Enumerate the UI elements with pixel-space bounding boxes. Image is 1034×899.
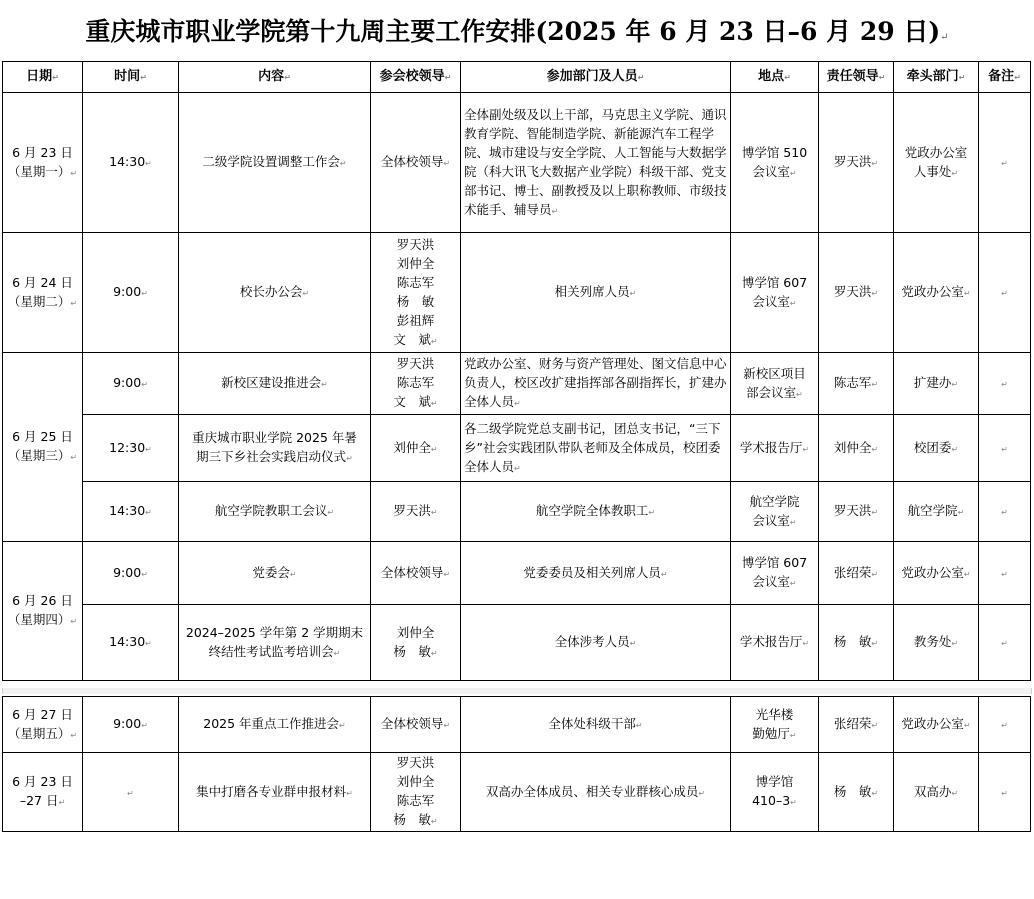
paragraph-mark-icon: ↵ xyxy=(629,639,637,648)
paragraph-mark-icon: ↵ xyxy=(963,721,971,730)
participants-cell: 党委委员及相关列席人员↵ xyxy=(461,542,731,605)
paragraph-mark-icon: ↵ xyxy=(1001,508,1008,517)
paragraph-mark-icon: ↵ xyxy=(141,289,148,298)
paragraph-mark-icon: ↵ xyxy=(871,444,879,454)
paragraph-mark-icon: ↵ xyxy=(551,206,559,216)
paragraph-mark-icon: ↵ xyxy=(145,159,152,168)
leaders-cell: 刘仲全 杨 敏↵ xyxy=(371,605,461,681)
paragraph-mark-icon: ↵ xyxy=(443,569,451,579)
paragraph-mark-icon: ↵ xyxy=(70,453,78,462)
paragraph-mark-icon: ↵ xyxy=(346,788,353,798)
place-cell: 学术报告厅↵ xyxy=(731,605,819,681)
schedule-table-continued xyxy=(2,696,1031,832)
paragraph-mark-icon: ↵ xyxy=(1001,569,1008,579)
paragraph-mark-icon: ↵ xyxy=(790,798,797,807)
note-cell xyxy=(979,605,1031,681)
header-lead-dept: 牵头部门↵ xyxy=(894,62,979,93)
paragraph-mark-icon: ↵ xyxy=(430,648,438,658)
paragraph-mark-icon: ↵ xyxy=(951,639,959,648)
paragraph-mark-icon: ↵ xyxy=(70,298,78,308)
paragraph-mark-icon: ↵ xyxy=(514,399,521,408)
paragraph-mark-icon: ↵ xyxy=(145,444,152,454)
lead-dept-cell: 扩建办↵ xyxy=(894,353,979,415)
place-cell: 航空学院 会议室↵ xyxy=(731,482,819,542)
content-cell: 新校区建设推进会↵ xyxy=(179,353,371,415)
time-cell: 14:30↵ xyxy=(83,605,179,681)
paragraph-mark-icon: ↵ xyxy=(321,380,328,389)
table-row xyxy=(3,233,1031,353)
paragraph-mark-icon: ↵ xyxy=(635,721,643,730)
paragraph-mark-icon: ↵ xyxy=(284,73,291,82)
responsible-cell: 杨 敏↵ xyxy=(819,605,894,681)
participants-cell: 党政办公室、财务与资产管理处、图文信息中心负责人，校区改扩建指挥部各副指挥长，扩建办全体人员↵ xyxy=(461,353,731,415)
date-cell: 6 月 27 日 （星期五）↵ xyxy=(3,697,83,753)
paragraph-mark-icon: ↵ xyxy=(127,788,134,798)
paragraph-mark-icon: ↵ xyxy=(339,159,347,168)
paragraph-mark-icon: ↵ xyxy=(951,444,959,454)
lead-dept-cell: 党政办公室↵ xyxy=(894,233,979,353)
paragraph-mark-icon: ↵ xyxy=(52,73,59,82)
paragraph-mark-icon: ↵ xyxy=(141,721,148,730)
paragraph-mark-icon: ↵ xyxy=(871,289,879,298)
paragraph-mark-icon: ↵ xyxy=(963,569,971,579)
place-cell: 学术报告厅↵ xyxy=(731,415,819,482)
time-cell: 14:30↵ xyxy=(83,482,179,542)
table-row xyxy=(3,542,1031,605)
date-cell: 6 月 24 日 （星期二）↵ xyxy=(3,233,83,353)
paragraph-mark-icon: ↵ xyxy=(302,289,310,298)
time-cell: 9:00↵ xyxy=(83,353,179,415)
table-row xyxy=(3,93,1031,233)
note-cell xyxy=(979,233,1031,353)
table-header-row xyxy=(3,62,1031,93)
paragraph-mark-icon: ↵ xyxy=(514,463,521,473)
leaders-cell: 全体校领导↵ xyxy=(371,542,461,605)
participants-cell: 全体副处级及以上干部，马克思主义学院、通识教育学院、智能制造学院、新能源汽车工程学院、城市建设与安全学院、人工智能与大数据学院（科大讯飞大数据产业学院）科级干部、党支部书记、博士、副教授及以上职称教师、市级技术能手、辅导员↵ xyxy=(461,93,731,233)
paragraph-mark-icon: ↵ xyxy=(637,73,645,82)
paragraph-mark-icon: ↵ xyxy=(1001,380,1008,389)
leaders-cell: 罗天洪 陈志军 文 斌↵ xyxy=(371,353,461,415)
leaders-cell: 刘仲全↵ xyxy=(371,415,461,482)
paragraph-mark-icon: ↵ xyxy=(629,289,637,298)
content-cell: 航空学院教职工会议↵ xyxy=(179,482,371,542)
responsible-cell: 刘仲全↵ xyxy=(819,415,894,482)
participants-cell: 全体涉考人员↵ xyxy=(461,605,731,681)
paragraph-mark-icon: ↵ xyxy=(58,798,66,807)
page-title xyxy=(0,12,1034,48)
note-cell xyxy=(979,353,1031,415)
paragraph-mark-icon: ↵ xyxy=(1014,73,1021,82)
participants-cell: 各二级学院党总支副书记，团总支书记，“三下乡”社会实践团队带队老师及全体成员，校团委全体人员↵ xyxy=(461,415,731,482)
paragraph-mark-icon: ↵ xyxy=(951,380,959,389)
lead-dept-cell: 校团委↵ xyxy=(894,415,979,482)
paragraph-mark-icon: ↵ xyxy=(871,380,879,389)
place-cell: 博学馆 607 会议室↵ xyxy=(731,542,819,605)
paragraph-mark-icon: ↵ xyxy=(339,721,346,730)
paragraph-mark-icon: ↵ xyxy=(1001,721,1008,730)
paragraph-mark-icon: ↵ xyxy=(430,508,438,517)
responsible-cell: 陈志军↵ xyxy=(819,353,894,415)
paragraph-mark-icon: ↵ xyxy=(327,508,335,517)
note-cell xyxy=(979,697,1031,753)
time-cell: 14:30↵ xyxy=(83,93,179,233)
paragraph-mark-icon: ↵ xyxy=(145,508,152,517)
paragraph-mark-icon: ↵ xyxy=(430,444,438,454)
lead-dept-cell: 党政办公室↵ xyxy=(894,697,979,753)
content-cell: 校长办公会↵ xyxy=(179,233,371,353)
note-cell xyxy=(979,753,1031,832)
header-note: 备注↵ xyxy=(979,62,1031,93)
paragraph-mark-icon: ↵ xyxy=(70,730,78,740)
paragraph-mark-icon: ↵ xyxy=(802,639,810,648)
lead-dept-cell: 教务处↵ xyxy=(894,605,979,681)
note-cell xyxy=(979,415,1031,482)
date-cell: 6 月 23 日 （星期一）↵ xyxy=(3,93,83,233)
paragraph-mark-icon: ↵ xyxy=(871,508,879,517)
paragraph-mark-icon: ↵ xyxy=(871,788,879,798)
content-cell: 集中打磨各专业群申报材料↵ xyxy=(179,753,371,832)
paragraph-mark-icon: ↵ xyxy=(430,817,438,826)
participants-cell: 相关列席人员↵ xyxy=(461,233,731,353)
schedule-table xyxy=(2,61,1031,681)
note-cell xyxy=(979,482,1031,542)
header-time: 时间↵ xyxy=(83,62,179,93)
note-cell xyxy=(979,93,1031,233)
leaders-cell: 罗天洪 刘仲全 陈志军 杨 敏↵ xyxy=(371,753,461,832)
paragraph-mark-icon: ↵ xyxy=(70,168,78,178)
time-cell: 9:00↵ xyxy=(83,542,179,605)
time-cell: 12:30↵ xyxy=(83,415,179,482)
paragraph-mark-icon: ↵ xyxy=(951,168,959,178)
table-row xyxy=(3,353,1031,415)
lead-dept-cell: 党政办公室↵ xyxy=(894,542,979,605)
paragraph-mark-icon: ↵ xyxy=(660,569,668,579)
note-cell xyxy=(979,542,1031,605)
paragraph-mark-icon: ↵ xyxy=(789,579,797,588)
paragraph-mark-icon: ↵ xyxy=(1001,289,1008,298)
header-date: 日期↵ xyxy=(3,62,83,93)
place-cell: 博学馆 410–3↵ xyxy=(731,753,819,832)
paragraph-mark-icon: ↵ xyxy=(698,788,706,798)
date-cell: 6 月 25 日 （星期三）↵ xyxy=(3,353,83,542)
paragraph-mark-icon: ↵ xyxy=(289,569,297,579)
paragraph-mark-icon: ↵ xyxy=(141,380,148,389)
paragraph-mark-icon: ↵ xyxy=(141,569,148,579)
paragraph-mark-icon: ↵ xyxy=(1001,159,1008,168)
content-cell: 重庆城市职业学院 2025 年暑 期三下乡社会实践启动仪式↵ xyxy=(179,415,371,482)
paragraph-mark-icon: ↵ xyxy=(878,73,886,82)
paragraph-mark-icon: ↵ xyxy=(430,336,438,346)
paragraph-mark-icon: ↵ xyxy=(430,399,438,408)
paragraph-mark-icon: ↵ xyxy=(70,617,78,626)
paragraph-mark-icon: ↵ xyxy=(443,159,451,168)
lead-dept-cell: 双高办↵ xyxy=(894,753,979,832)
participants-cell: 双高办全体成员、相关专业群核心成员↵ xyxy=(461,753,731,832)
paragraph-mark-icon: ↵ xyxy=(871,569,879,579)
place-cell: 光华楼 勤勉厅↵ xyxy=(731,697,819,753)
paragraph-mark-icon: ↵ xyxy=(1001,444,1008,454)
place-cell: 博学馆 510 会议室↵ xyxy=(731,93,819,233)
participants-cell: 航空学院全体教职工↵ xyxy=(461,482,731,542)
content-cell: 二级学院设置调整工作会↵ xyxy=(179,93,371,233)
leaders-cell: 全体校领导↵ xyxy=(371,93,461,233)
leaders-cell: 罗天洪 刘仲全 陈志军 杨 敏 彭祖辉 文 斌↵ xyxy=(371,233,461,353)
responsible-cell: 罗天洪↵ xyxy=(819,233,894,353)
paragraph-mark-icon: ↵ xyxy=(871,639,879,648)
paragraph-mark-icon: ↵ xyxy=(940,32,949,43)
paragraph-mark-icon: ↵ xyxy=(648,508,656,517)
table-row xyxy=(3,753,1031,832)
paragraph-mark-icon: ↵ xyxy=(1001,639,1008,648)
table-row xyxy=(3,482,1031,542)
paragraph-mark-icon: ↵ xyxy=(443,721,451,730)
responsible-cell: 张绍荣↵ xyxy=(819,697,894,753)
paragraph-mark-icon: ↵ xyxy=(871,159,879,168)
paragraph-mark-icon: ↵ xyxy=(871,721,879,730)
paragraph-mark-icon: ↵ xyxy=(346,454,353,463)
content-cell: 2025 年重点工作推进会↵ xyxy=(179,697,371,753)
paragraph-mark-icon: ↵ xyxy=(1001,788,1008,798)
time-cell xyxy=(83,753,179,832)
paragraph-mark-icon: ↵ xyxy=(796,389,803,399)
header-participants: 参加部门及人员↵ xyxy=(461,62,731,93)
paragraph-mark-icon: ↵ xyxy=(951,788,959,798)
time-cell: 9:00↵ xyxy=(83,697,179,753)
paragraph-mark-icon: ↵ xyxy=(145,639,152,648)
date-cell: 6 月 23 日 –27 日↵ xyxy=(3,753,83,832)
responsible-cell: 张绍荣↵ xyxy=(819,542,894,605)
responsible-cell: 罗天洪↵ xyxy=(819,482,894,542)
paragraph-mark-icon: ↵ xyxy=(963,289,971,298)
paragraph-mark-icon: ↵ xyxy=(789,730,797,740)
content-cell: 党委会↵ xyxy=(179,542,371,605)
header-content: 内容↵ xyxy=(179,62,371,93)
paragraph-mark-icon: ↵ xyxy=(958,73,966,82)
paragraph-mark-icon: ↵ xyxy=(802,444,810,454)
header-leaders: 参会校领导↵ xyxy=(371,62,461,93)
table-row xyxy=(3,605,1031,681)
responsible-cell: 罗天洪↵ xyxy=(819,93,894,233)
participants-cell: 全体处科级干部↵ xyxy=(461,697,731,753)
paragraph-mark-icon: ↵ xyxy=(789,168,797,178)
time-cell: 9:00↵ xyxy=(83,233,179,353)
responsible-cell: 杨 敏↵ xyxy=(819,753,894,832)
lead-dept-cell: 党政办公室 人事处↵ xyxy=(894,93,979,233)
paragraph-mark-icon: ↵ xyxy=(957,508,965,517)
table-row xyxy=(3,697,1031,753)
lead-dept-cell: 航空学院↵ xyxy=(894,482,979,542)
paragraph-mark-icon: ↵ xyxy=(789,517,797,527)
paragraph-mark-icon: ↵ xyxy=(333,648,341,658)
header-responsible: 责任领导↵ xyxy=(819,62,894,93)
place-cell: 新校区项目 部会议室↵ xyxy=(731,353,819,415)
paragraph-mark-icon: ↵ xyxy=(140,73,147,82)
paragraph-mark-icon: ↵ xyxy=(784,73,791,82)
page-break-band xyxy=(2,688,1032,694)
table-row xyxy=(3,415,1031,482)
leaders-cell: 全体校领导↵ xyxy=(371,697,461,753)
paragraph-mark-icon: ↵ xyxy=(444,73,452,82)
place-cell: 博学馆 607 会议室↵ xyxy=(731,233,819,353)
header-place: 地点↵ xyxy=(731,62,819,93)
content-cell: 2024–2025 学年第 2 学期期末 终结性考试监考培训会↵ xyxy=(179,605,371,681)
paragraph-mark-icon: ↵ xyxy=(789,298,797,308)
date-cell: 6 月 26 日 （星期四）↵ xyxy=(3,542,83,681)
page-title-text: 重庆城市职业学院第十九周主要工作安排(2025 年 6 月 23 日–6 月 29 日) xyxy=(85,17,941,46)
leaders-cell: 罗天洪↵ xyxy=(371,482,461,542)
